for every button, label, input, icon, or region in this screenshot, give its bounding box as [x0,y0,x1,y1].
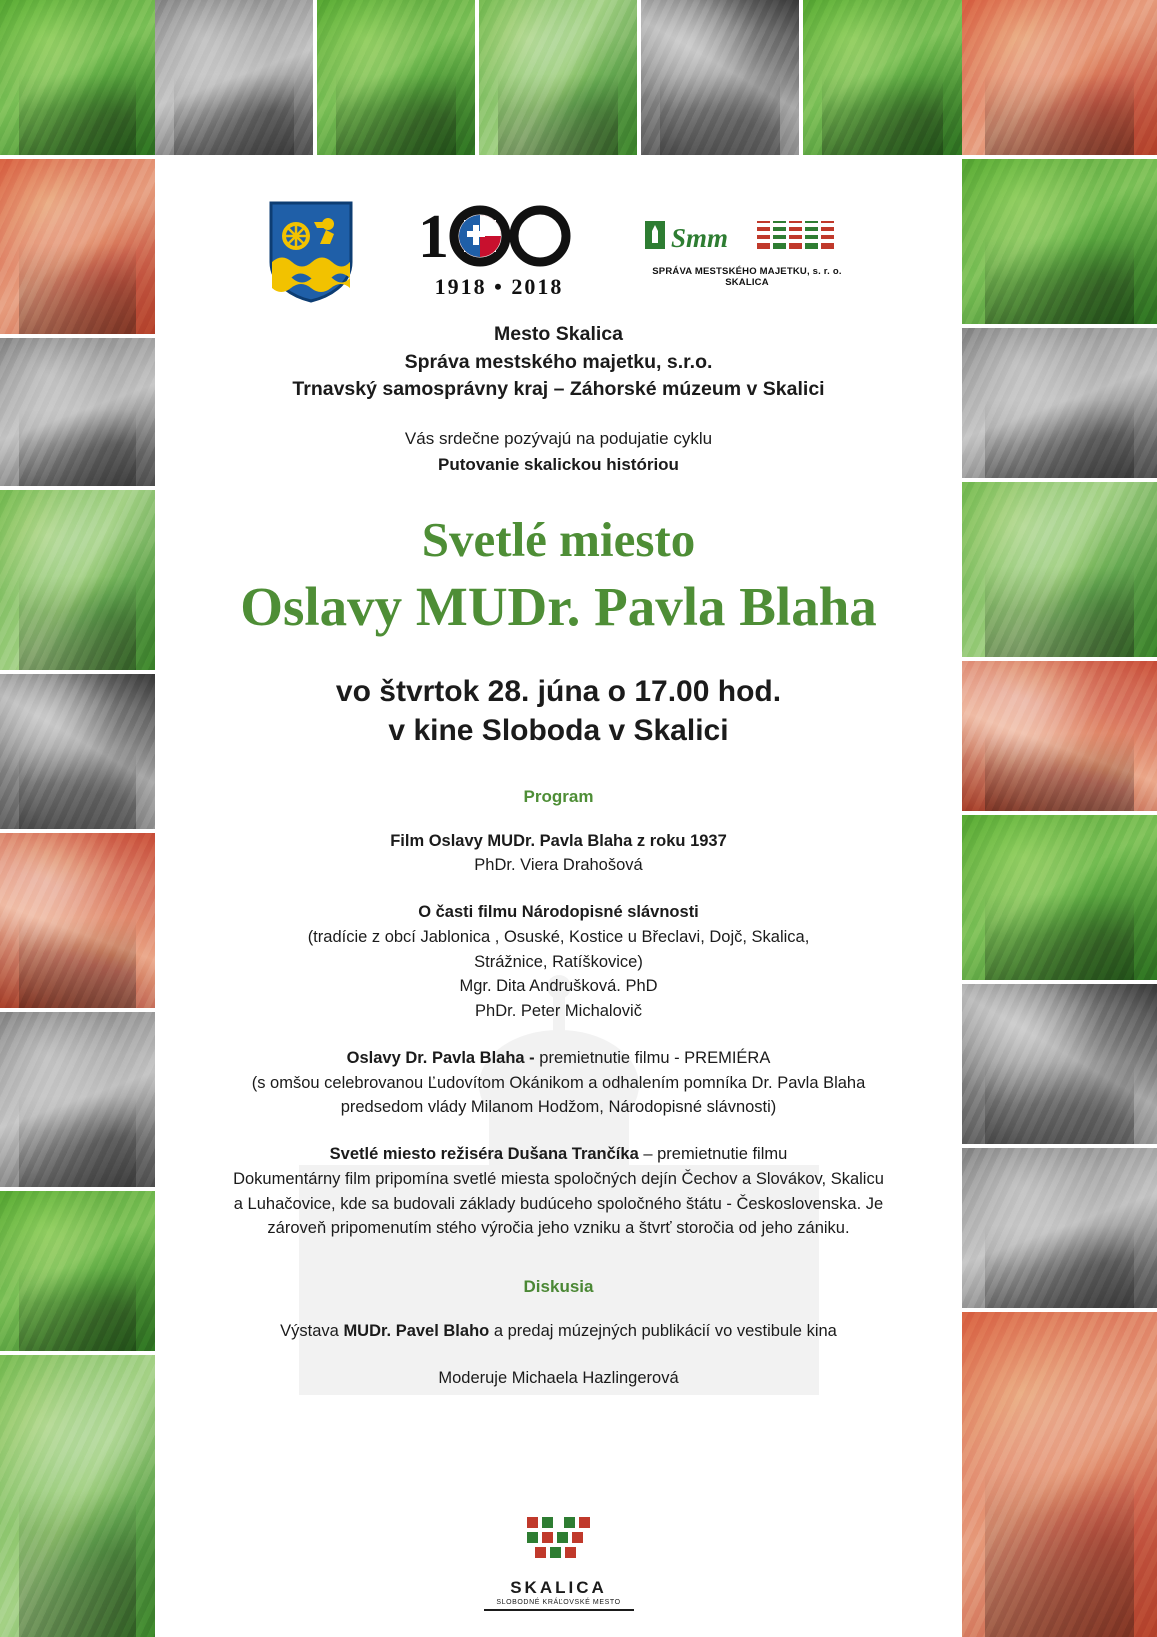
program-item-4 [155,1142,962,1241]
title-line-2: Oslavy MUDr. Pavla Blaha [240,575,877,637]
event-venue: v kine Sloboda v Skalici [388,714,729,748]
photo-old-books-red [962,661,1157,811]
program-label: Program [523,786,594,806]
poster-content [155,155,962,1637]
program-item-heading-suffix: – premietnutie filmu [638,1145,788,1164]
program-item-heading: O časti filmu Národopisné slávnosti [418,903,699,922]
photo-statue-monument [962,1148,1157,1308]
photo-green-trees [962,815,1157,980]
centenary-logo [412,205,587,300]
photo-wine-glass-and-trdelnik [0,159,155,334]
photo-man-with-photograph [641,0,799,155]
program-item-heading-row [155,1142,962,1167]
program-item-heading-row [155,1046,962,1071]
photo-portrait-man-suit [155,0,313,155]
exhibition-prefix: Výstava [280,1322,344,1341]
photo-town-entrance-sign [962,159,1157,324]
program-item-heading: Oslavy Dr. Pavla Blaha - [346,1048,535,1067]
program-item-1 [155,829,962,879]
program-item-heading: Svetlé miesto režiséra Dušana Trančíka [329,1145,639,1164]
invitation [155,426,962,477]
exhibition-row [155,1319,962,1344]
program-item-2 [155,900,962,1024]
skalica-name: SKALICA [510,1578,607,1597]
event-date: vo štvrtok 28. júna o 17.00 hod. [335,674,782,708]
program-item-line: zároveň pripomenutím stého výročia jeho vzniku a štvrť storočia od jeho zániku. [267,1219,850,1238]
smm-logo [645,217,850,288]
footer-divider [484,1609,634,1611]
program-item-line: PhDr. Viera Drahošová [474,856,643,875]
photo-hockey-players [317,0,475,155]
program-item-heading-suffix: premietnutie filmu - PREMIÉRA [534,1048,771,1067]
program-item-line: PhDr. Peter Michalovič [475,1002,642,1021]
program-item-line: Mgr. Dita Andrušková. PhD [459,977,658,996]
photo-red-roof-houses [962,0,1157,155]
discussion-label: Diskusia [523,1277,594,1297]
exhibition-suffix: a predaj múzejných publikácií vo vestibule kina [489,1322,837,1341]
coat-of-arms-icon [268,200,354,304]
program-item-heading: Film Oslavy MUDr. Pavla Blaha z roku 1937 [390,831,727,850]
skalica-mark-icon [509,1517,609,1569]
photo-wine-bottles [0,833,155,1008]
photo-strip-top [155,0,962,155]
logo-row [155,155,962,307]
program-item-3 [155,1046,962,1120]
title-line-1: Svetlé miesto [421,512,696,568]
organizers [155,321,962,404]
photo-vintage-machinery [0,1012,155,1187]
program-item-line: Strážnice, Ratíškovice) [474,952,643,971]
centenary-number-icon [412,205,587,267]
photo-chapel-red-roof [962,1312,1157,1637]
organizer-line: Trnavský samosprávny kraj – Záhorské múzeum v Skalici [292,378,825,401]
photo-modern-building [803,0,962,155]
photo-wedding-couple-historic [0,338,155,486]
program-item-line: (s omšou celebrovanou Ľudovítom Okánikom a odhalením pomníka Dr. Pavla Blaha [251,1073,866,1092]
photo-strip-right [962,0,1157,1637]
exhibition-note [155,1319,962,1344]
moderator-note [155,1366,962,1391]
program-item-line: (tradície z obcí Jablonica , Osuské, Kostice u Břeclavi, Dojč, Skalica, [307,927,810,946]
photo-historic-villa [0,490,155,670]
photo-portrait-woman-glasses [0,674,155,829]
photo-strip-left [0,0,155,1637]
program-item-line: Dokumentárny film pripomína svetlé miesta spoločných dejín Čechov a Slovákov, Skalicu [233,1169,884,1188]
svg-text:1: 1 [417,204,449,267]
photo-church-tower-green [0,1191,155,1351]
moderator: Moderuje Michaela Hazlingerová [438,1368,679,1387]
organizer-line: Správa mestského majetku, s.r.o. [404,350,713,373]
skalica-footer-logo [484,1517,634,1611]
organizer-line: Mesto Skalica [494,323,623,345]
photo-church-building [962,482,1157,657]
event-datetime [155,672,962,751]
exhibition-title: MUDr. Pavel Blaho [343,1322,490,1341]
smm-subtitle: SPRÁVA MESTSKÉHO MAJETKU, s. r. o. SKALICA [652,265,842,288]
photo-vineyard-worker [0,1355,155,1637]
page-title [155,513,962,637]
invitation-line-2: Putovanie skalickou históriou [438,454,679,474]
svg-text:Smm: Smm [670,222,728,253]
centenary-years: 1918 • 2018 [434,273,564,299]
photo-rotunda-tower [962,328,1157,478]
photo-folk-musicians [962,984,1157,1144]
skalica-subtitle: SLOBODNÉ KRÁĽOVSKÉ MESTO [496,1599,621,1606]
smm-mark-icon [645,217,850,259]
photo-golf-green-landscape [0,0,155,155]
program-item-line: predsedom vlády Milanom Hodžom, Národopisné slávnosti) [340,1098,777,1117]
program-item-line: a Luhačovice, kde sa budovali základy budúceho spoločného štátu - Československa. Je [233,1194,884,1213]
photo-historic-building-facade [479,0,637,155]
invitation-line-1: Vás srdečne pozývajú na podujatie cyklu [404,429,713,449]
